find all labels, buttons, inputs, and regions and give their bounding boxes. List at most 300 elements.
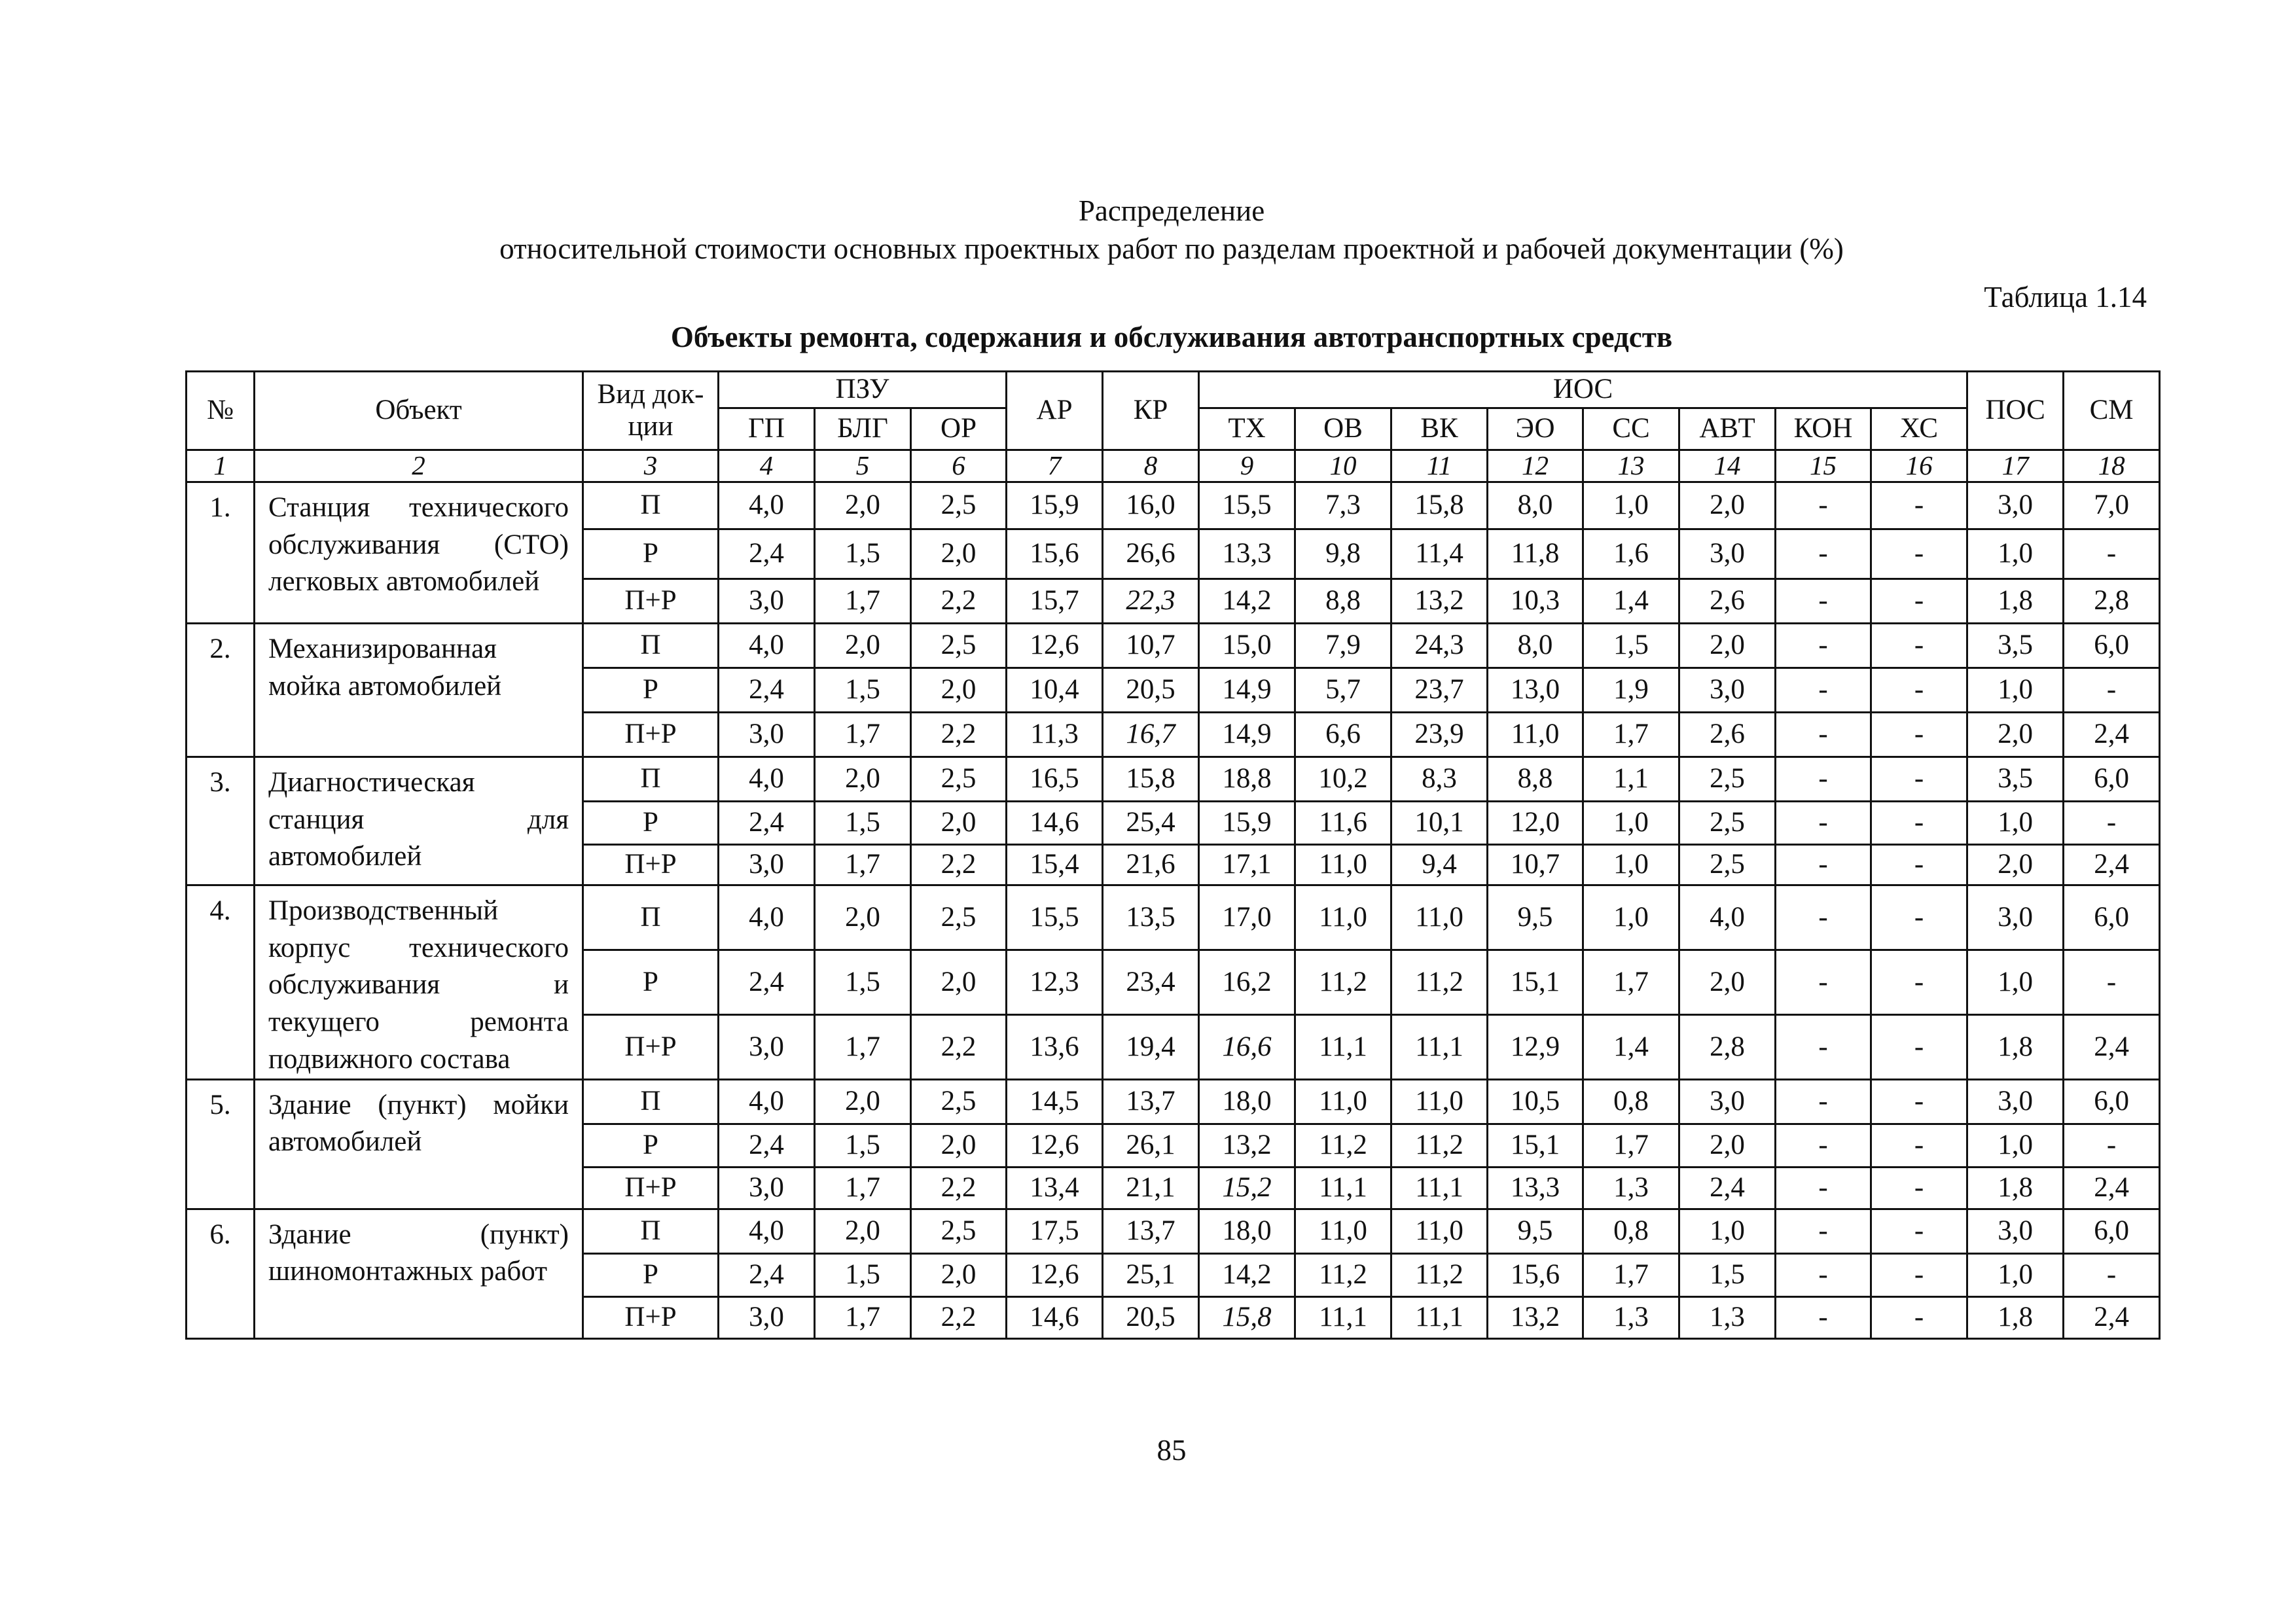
value-cell: 1,4 xyxy=(1583,579,1679,623)
value-cell: 6,0 xyxy=(2064,1079,2160,1124)
value-cell: - xyxy=(1776,1079,1871,1124)
value-cell: 3,0 xyxy=(719,1014,815,1079)
value-cell: 15,0 xyxy=(1199,623,1295,668)
doc-type-cell: П xyxy=(583,482,719,529)
value-cell: 10,7 xyxy=(1103,623,1199,668)
value-cell: 2,0 xyxy=(1967,844,2064,885)
value-cell: 14,9 xyxy=(1199,712,1295,757)
value-cell: - xyxy=(1871,1296,1967,1338)
value-cell: 10,1 xyxy=(1391,801,1488,844)
header-ios-ov: ОВ xyxy=(1295,408,1391,450)
value-cell: 10,7 xyxy=(1488,844,1583,885)
value-cell: 2,4 xyxy=(719,950,815,1014)
value-cell: 1,0 xyxy=(1583,801,1679,844)
value-cell: 15,1 xyxy=(1488,950,1583,1014)
value-cell: - xyxy=(1871,844,1967,885)
value-cell: 20,5 xyxy=(1103,1296,1199,1338)
value-cell: 1,5 xyxy=(815,950,911,1014)
value-cell: 1,7 xyxy=(815,844,911,885)
value-cell: 3,0 xyxy=(1967,885,2064,950)
header-kr: КР xyxy=(1103,372,1199,450)
value-cell: - xyxy=(1776,757,1871,801)
value-cell: 4,0 xyxy=(719,482,815,529)
value-cell: 3,0 xyxy=(719,579,815,623)
value-cell: 4,0 xyxy=(719,885,815,950)
value-cell: 13,2 xyxy=(1488,1296,1583,1338)
doc-type-cell: П+Р xyxy=(583,1167,719,1209)
value-cell: 1,8 xyxy=(1967,579,2064,623)
doc-type-cell: П+Р xyxy=(583,712,719,757)
value-cell: 23,9 xyxy=(1391,712,1488,757)
value-cell: 1,9 xyxy=(1583,668,1679,712)
value-cell: 11,0 xyxy=(1391,1079,1488,1124)
object-name: Здание (пункт) шиномонтажных работ xyxy=(255,1209,583,1338)
value-cell: - xyxy=(2064,1253,2160,1296)
value-cell: 17,1 xyxy=(1199,844,1295,885)
value-cell: 1,5 xyxy=(815,668,911,712)
doc-type-cell: П xyxy=(583,885,719,950)
value-cell: 1,5 xyxy=(815,801,911,844)
value-cell: - xyxy=(1776,1253,1871,1296)
doc-type-cell: Р xyxy=(583,668,719,712)
value-cell: 2,5 xyxy=(911,1079,1007,1124)
value-cell: 1,0 xyxy=(1967,529,2064,579)
object-name: Механизированная мойка автомобилей xyxy=(255,623,583,757)
value-cell: 26,6 xyxy=(1103,529,1199,579)
value-cell: 16,5 xyxy=(1007,757,1103,801)
value-cell: 16,7 xyxy=(1103,712,1199,757)
value-cell: 15,6 xyxy=(1007,529,1103,579)
value-cell: 11,0 xyxy=(1295,844,1391,885)
value-cell: 2,2 xyxy=(911,712,1007,757)
value-cell: 13,7 xyxy=(1103,1209,1199,1253)
value-cell: 10,4 xyxy=(1007,668,1103,712)
value-cell: 2,0 xyxy=(1967,712,2064,757)
value-cell: 2,4 xyxy=(719,1253,815,1296)
value-cell: 2,2 xyxy=(911,1296,1007,1338)
value-cell: 15,9 xyxy=(1199,801,1295,844)
header-object: Объект xyxy=(255,372,583,450)
value-cell: 2,8 xyxy=(1679,1014,1776,1079)
column-index-cell: 7 xyxy=(1007,450,1103,482)
value-cell: 16,6 xyxy=(1199,1014,1295,1079)
value-cell: 5,7 xyxy=(1295,668,1391,712)
value-cell: 11,1 xyxy=(1391,1014,1488,1079)
value-cell: 15,5 xyxy=(1007,885,1103,950)
value-cell: 2,0 xyxy=(911,950,1007,1014)
object-number: 3. xyxy=(187,757,255,885)
value-cell: 2,4 xyxy=(2064,1167,2160,1209)
value-cell: 2,0 xyxy=(911,801,1007,844)
value-cell: - xyxy=(1871,1209,1967,1253)
value-cell: 2,0 xyxy=(1679,950,1776,1014)
value-cell: 1,0 xyxy=(1967,950,2064,1014)
value-cell: 2,2 xyxy=(911,579,1007,623)
value-cell: 18,8 xyxy=(1199,757,1295,801)
object-number: 1. xyxy=(187,482,255,623)
value-cell: 11,2 xyxy=(1295,950,1391,1014)
value-cell: 15,9 xyxy=(1007,482,1103,529)
table-number: Таблица 1.14 xyxy=(1984,281,2147,313)
value-cell: 2,5 xyxy=(911,482,1007,529)
value-cell: - xyxy=(1871,482,1967,529)
value-cell: 6,0 xyxy=(2064,757,2160,801)
object-number: 2. xyxy=(187,623,255,757)
value-cell: 2,4 xyxy=(2064,1296,2160,1338)
value-cell: 2,5 xyxy=(911,623,1007,668)
value-cell: 16,2 xyxy=(1199,950,1295,1014)
header-pzu-gp: ГП xyxy=(719,408,815,450)
table-row xyxy=(187,885,2160,950)
header-ios-kon: КОН xyxy=(1776,408,1871,450)
value-cell: 1,7 xyxy=(1583,1124,1679,1167)
value-cell: 11,0 xyxy=(1488,712,1583,757)
column-index-cell: 9 xyxy=(1199,450,1295,482)
column-index-cell: 14 xyxy=(1679,450,1776,482)
value-cell: - xyxy=(1776,482,1871,529)
value-cell: 23,7 xyxy=(1391,668,1488,712)
value-cell: - xyxy=(1776,579,1871,623)
header-group-pzu: ПЗУ xyxy=(719,372,1007,408)
value-cell: 12,3 xyxy=(1007,950,1103,1014)
doc-type-cell: Р xyxy=(583,801,719,844)
value-cell: 2,5 xyxy=(911,1209,1007,1253)
value-cell: 21,6 xyxy=(1103,844,1199,885)
value-cell: - xyxy=(1871,1014,1967,1079)
value-cell: 13,2 xyxy=(1199,1124,1295,1167)
column-index-cell: 15 xyxy=(1776,450,1871,482)
doc-type-cell: Р xyxy=(583,950,719,1014)
table-title: Объекты ремонта, содержания и обслуживания автотранспортных средств xyxy=(670,321,1673,353)
value-cell: 1,3 xyxy=(1583,1296,1679,1338)
value-cell: 2,0 xyxy=(815,623,911,668)
value-cell: 2,0 xyxy=(815,1079,911,1124)
value-cell: 6,0 xyxy=(2064,1209,2160,1253)
value-cell: 12,6 xyxy=(1007,1124,1103,1167)
header-ios-th: ТХ xyxy=(1199,408,1295,450)
value-cell: - xyxy=(1871,885,1967,950)
value-cell: 3,0 xyxy=(719,844,815,885)
table-row xyxy=(187,623,2160,668)
header-pos: ПОС xyxy=(1967,372,2064,450)
value-cell: 14,6 xyxy=(1007,1296,1103,1338)
value-cell: 14,9 xyxy=(1199,668,1295,712)
value-cell: 25,4 xyxy=(1103,801,1199,844)
column-index-cell: 16 xyxy=(1871,450,1967,482)
value-cell: 3,0 xyxy=(719,1296,815,1338)
value-cell: 11,3 xyxy=(1007,712,1103,757)
header-ios-avt: АВТ xyxy=(1679,408,1776,450)
header-ios-vk: ВК xyxy=(1391,408,1488,450)
value-cell: 11,1 xyxy=(1295,1167,1391,1209)
value-cell: 11,2 xyxy=(1295,1124,1391,1167)
doc-type-cell: Р xyxy=(583,1124,719,1167)
value-cell: 2,5 xyxy=(1679,844,1776,885)
doc-type-cell: П xyxy=(583,1209,719,1253)
value-cell: 2,0 xyxy=(1679,482,1776,529)
value-cell: - xyxy=(1871,529,1967,579)
value-cell: 1,7 xyxy=(815,1296,911,1338)
value-cell: 11,8 xyxy=(1488,529,1583,579)
value-cell: 14,6 xyxy=(1007,801,1103,844)
table-row xyxy=(187,1079,2160,1124)
value-cell: 18,0 xyxy=(1199,1079,1295,1124)
value-cell: - xyxy=(2064,668,2160,712)
header-pzu-blg: БЛГ xyxy=(815,408,911,450)
value-cell: - xyxy=(1776,801,1871,844)
value-cell: 23,4 xyxy=(1103,950,1199,1014)
value-cell: 15,4 xyxy=(1007,844,1103,885)
value-cell: - xyxy=(1871,1253,1967,1296)
value-cell: 14,5 xyxy=(1007,1079,1103,1124)
header-ios-eo: ЭО xyxy=(1488,408,1583,450)
value-cell: 3,0 xyxy=(1679,668,1776,712)
value-cell: 24,3 xyxy=(1391,623,1488,668)
value-cell: 1,6 xyxy=(1583,529,1679,579)
doc-type-cell: П xyxy=(583,1079,719,1124)
value-cell: 12,0 xyxy=(1488,801,1583,844)
value-cell: 3,0 xyxy=(1967,1079,2064,1124)
value-cell: 14,2 xyxy=(1199,1253,1295,1296)
value-cell: 22,3 xyxy=(1103,579,1199,623)
value-cell: 3,0 xyxy=(1967,1209,2064,1253)
value-cell: 2,4 xyxy=(2064,1014,2160,1079)
header-pzu-or: ОР xyxy=(911,408,1007,450)
value-cell: 2,4 xyxy=(719,529,815,579)
value-cell: 2,5 xyxy=(911,757,1007,801)
value-cell: 8,8 xyxy=(1295,579,1391,623)
object-number: 6. xyxy=(187,1209,255,1338)
value-cell: 2,0 xyxy=(911,1253,1007,1296)
value-cell: 4,0 xyxy=(719,1079,815,1124)
value-cell: - xyxy=(1776,623,1871,668)
value-cell: 10,2 xyxy=(1295,757,1391,801)
value-cell: 1,5 xyxy=(1679,1253,1776,1296)
value-cell: 2,4 xyxy=(719,1124,815,1167)
value-cell: 2,0 xyxy=(815,1209,911,1253)
value-cell: 0,8 xyxy=(1583,1209,1679,1253)
value-cell: 2,0 xyxy=(815,885,911,950)
column-index-cell: 2 xyxy=(255,450,583,482)
value-cell: 9,8 xyxy=(1295,529,1391,579)
doc-type-cell: П xyxy=(583,757,719,801)
value-cell: 11,1 xyxy=(1391,1296,1488,1338)
value-cell: 3,0 xyxy=(719,1167,815,1209)
doc-type-cell: П xyxy=(583,623,719,668)
value-cell: 2,8 xyxy=(2064,579,2160,623)
value-cell: 13,3 xyxy=(1488,1167,1583,1209)
value-cell: - xyxy=(1871,579,1967,623)
value-cell: - xyxy=(1776,1167,1871,1209)
doc-type-cell: П+Р xyxy=(583,844,719,885)
value-cell: - xyxy=(1871,1124,1967,1167)
value-cell: 1,4 xyxy=(1583,1014,1679,1079)
column-index-cell: 3 xyxy=(583,450,719,482)
doc-type-cell: П+Р xyxy=(583,1014,719,1079)
header-doc-type: Вид док-ции xyxy=(583,372,719,450)
value-cell: 12,6 xyxy=(1007,1253,1103,1296)
value-cell: 2,0 xyxy=(815,757,911,801)
object-name: Производственный корпус технического обслуживания и текущего ремонта подвижного состава xyxy=(255,885,583,1079)
doc-type-cell: П+Р xyxy=(583,1296,719,1338)
value-cell: 7,3 xyxy=(1295,482,1391,529)
value-cell: - xyxy=(1776,844,1871,885)
value-cell: 3,0 xyxy=(1967,482,2064,529)
value-cell: 12,6 xyxy=(1007,623,1103,668)
value-cell: 1,5 xyxy=(815,1253,911,1296)
value-cell: 10,3 xyxy=(1488,579,1583,623)
value-cell: 11,0 xyxy=(1295,1209,1391,1253)
value-cell: - xyxy=(1776,1296,1871,1338)
column-index-cell: 4 xyxy=(719,450,815,482)
value-cell: 1,8 xyxy=(1967,1014,2064,1079)
value-cell: 1,0 xyxy=(1583,885,1679,950)
value-cell: - xyxy=(1776,950,1871,1014)
value-cell: - xyxy=(1871,1079,1967,1124)
column-index-cell: 17 xyxy=(1967,450,2064,482)
value-cell: - xyxy=(1871,950,1967,1014)
value-cell: 7,0 xyxy=(2064,482,2160,529)
value-cell: 4,0 xyxy=(719,1209,815,1253)
value-cell: 11,4 xyxy=(1391,529,1488,579)
value-cell: 1,3 xyxy=(1679,1296,1776,1338)
column-index-cell: 5 xyxy=(815,450,911,482)
value-cell: 12,9 xyxy=(1488,1014,1583,1079)
value-cell: 3,5 xyxy=(1967,623,2064,668)
value-cell: 4,0 xyxy=(1679,885,1776,950)
value-cell: 11,0 xyxy=(1295,885,1391,950)
value-cell: 8,0 xyxy=(1488,482,1583,529)
value-cell: 11,0 xyxy=(1295,1079,1391,1124)
value-cell: 1,0 xyxy=(1967,801,2064,844)
value-cell: 13,0 xyxy=(1488,668,1583,712)
value-cell: 18,0 xyxy=(1199,1209,1295,1253)
value-cell: - xyxy=(1871,668,1967,712)
value-cell: - xyxy=(2064,950,2160,1014)
value-cell: 1,0 xyxy=(1583,482,1679,529)
header-ar: АР xyxy=(1007,372,1103,450)
header-ios-ss: СС xyxy=(1583,408,1679,450)
object-number: 5. xyxy=(187,1079,255,1209)
doc-type-cell: Р xyxy=(583,1253,719,1296)
object-name: Диагностическая станция для автомобилей xyxy=(255,757,583,885)
value-cell: 9,4 xyxy=(1391,844,1488,885)
doc-type-cell: Р xyxy=(583,529,719,579)
value-cell: 13,7 xyxy=(1103,1079,1199,1124)
value-cell: 2,0 xyxy=(815,482,911,529)
value-cell: 15,8 xyxy=(1103,757,1199,801)
value-cell: 1,3 xyxy=(1583,1167,1679,1209)
value-cell: 2,4 xyxy=(719,668,815,712)
value-cell: - xyxy=(1776,712,1871,757)
value-cell: 15,5 xyxy=(1199,482,1295,529)
table-row xyxy=(187,757,2160,801)
value-cell: - xyxy=(1776,529,1871,579)
value-cell: 19,4 xyxy=(1103,1014,1199,1079)
value-cell: 15,8 xyxy=(1199,1296,1295,1338)
value-cell: 1,7 xyxy=(815,712,911,757)
value-cell: 3,0 xyxy=(1679,529,1776,579)
value-cell: 7,9 xyxy=(1295,623,1391,668)
value-cell: 15,8 xyxy=(1391,482,1488,529)
value-cell: 9,5 xyxy=(1488,885,1583,950)
value-cell: 15,6 xyxy=(1488,1253,1583,1296)
value-cell: 11,0 xyxy=(1391,885,1488,950)
object-name: Станция технического обслуживания (СТО) легковых автомобилей xyxy=(255,482,583,623)
value-cell: - xyxy=(1871,623,1967,668)
value-cell: - xyxy=(2064,1124,2160,1167)
value-cell: - xyxy=(1871,1167,1967,1209)
column-index-cell: 6 xyxy=(911,450,1007,482)
value-cell: - xyxy=(2064,801,2160,844)
value-cell: 1,0 xyxy=(1967,668,2064,712)
value-cell: 11,2 xyxy=(1295,1253,1391,1296)
value-cell: - xyxy=(2064,529,2160,579)
value-cell: 6,0 xyxy=(2064,623,2160,668)
value-cell: 3,0 xyxy=(719,712,815,757)
value-cell: 1,7 xyxy=(815,579,911,623)
value-cell: 2,6 xyxy=(1679,579,1776,623)
value-cell: 8,0 xyxy=(1488,623,1583,668)
value-cell: - xyxy=(1776,1124,1871,1167)
header-no: № xyxy=(187,372,255,450)
value-cell: 6,0 xyxy=(2064,885,2160,950)
column-index-cell: 10 xyxy=(1295,450,1391,482)
value-cell: 11,2 xyxy=(1391,1253,1488,1296)
table-row xyxy=(187,482,2160,529)
value-cell: 2,2 xyxy=(911,1014,1007,1079)
value-cell: 20,5 xyxy=(1103,668,1199,712)
value-cell: 2,4 xyxy=(2064,844,2160,885)
column-index-cell: 11 xyxy=(1391,450,1488,482)
value-cell: 13,3 xyxy=(1199,529,1295,579)
value-cell: 15,1 xyxy=(1488,1124,1583,1167)
value-cell: 9,5 xyxy=(1488,1209,1583,1253)
column-index-cell: 13 xyxy=(1583,450,1679,482)
value-cell: 13,2 xyxy=(1391,579,1488,623)
value-cell: 11,2 xyxy=(1391,1124,1488,1167)
value-cell: 2,4 xyxy=(1679,1167,1776,1209)
value-cell: 16,0 xyxy=(1103,482,1199,529)
value-cell: 11,6 xyxy=(1295,801,1391,844)
value-cell: 11,1 xyxy=(1391,1167,1488,1209)
object-number: 4. xyxy=(187,885,255,1079)
table-row xyxy=(187,1209,2160,1253)
column-index-cell: 8 xyxy=(1103,450,1199,482)
value-cell: 1,0 xyxy=(1967,1124,2064,1167)
header-ios-hs: ХС xyxy=(1871,408,1967,450)
cost-distribution-table xyxy=(185,370,2161,1340)
value-cell: 2,0 xyxy=(1679,1124,1776,1167)
value-cell: 17,0 xyxy=(1199,885,1295,950)
value-cell: 11,2 xyxy=(1391,950,1488,1014)
value-cell: 4,0 xyxy=(719,757,815,801)
value-cell: 8,8 xyxy=(1488,757,1583,801)
value-cell: 2,4 xyxy=(719,801,815,844)
value-cell: 10,5 xyxy=(1488,1079,1583,1124)
page-number: 85 xyxy=(1157,1434,1187,1467)
value-cell: 2,5 xyxy=(1679,801,1776,844)
value-cell: - xyxy=(1776,1209,1871,1253)
value-cell: 2,5 xyxy=(1679,757,1776,801)
value-cell: 2,5 xyxy=(911,885,1007,950)
value-cell: - xyxy=(1871,712,1967,757)
doc-type-cell: П+Р xyxy=(583,579,719,623)
value-cell: 21,1 xyxy=(1103,1167,1199,1209)
value-cell: 2,0 xyxy=(911,529,1007,579)
value-cell: 2,0 xyxy=(911,1124,1007,1167)
value-cell: 26,1 xyxy=(1103,1124,1199,1167)
